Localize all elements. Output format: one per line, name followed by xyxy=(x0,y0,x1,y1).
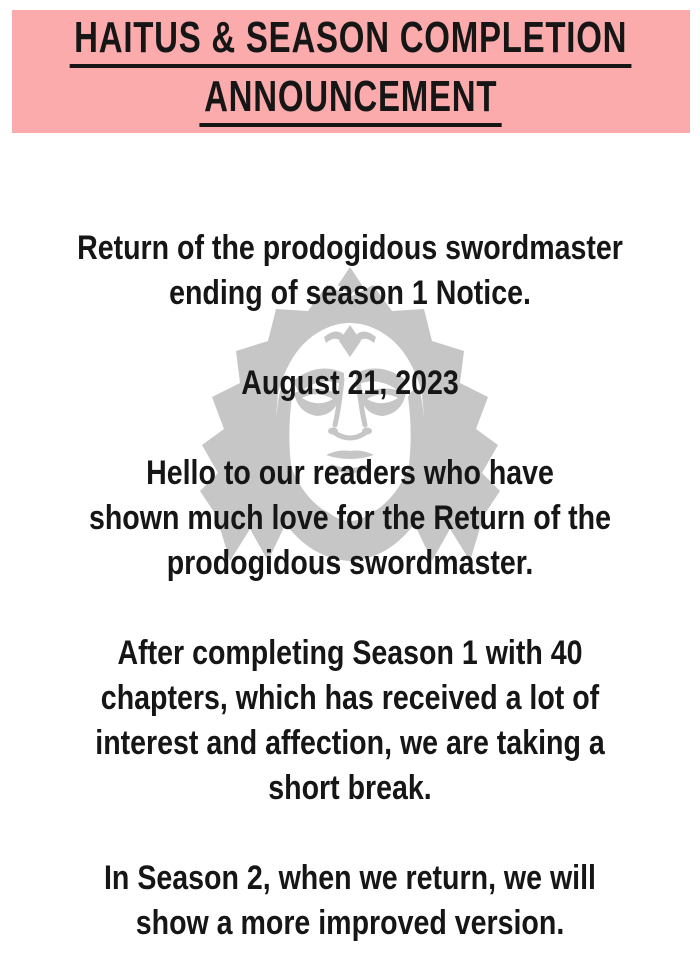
notice-paragraph-title xyxy=(56,226,644,316)
notice-line: chapters, which has received a lot of xyxy=(100,679,600,717)
notice-body xyxy=(0,133,700,946)
notice-line: After completing Season 1 with 40 xyxy=(117,634,583,672)
notice-line: In Season 2, when we return, we will xyxy=(103,859,596,897)
notice-date: August 21, 2023 xyxy=(241,364,459,402)
notice-paragraph-break xyxy=(56,631,644,811)
notice-line: interest and affection, we are taking a xyxy=(95,724,605,762)
notice-paragraph-date xyxy=(56,361,644,406)
notice-line: Return of the prodogidous swordmaster xyxy=(77,229,623,267)
banner-title-line-1: HAITUS & SEASON COMPLETION xyxy=(70,16,632,68)
banner-title xyxy=(70,13,632,127)
announcement-banner xyxy=(12,10,690,133)
notice-line: shown much love for the Return of the xyxy=(88,499,612,537)
notice-paragraph-season2 xyxy=(56,856,644,946)
banner-title-line-2: ANNOUNCEMENT xyxy=(200,75,502,127)
notice-line: Hello to our readers who have xyxy=(146,454,554,492)
notice-line: show a more improved version. xyxy=(135,904,565,942)
notice-line: prodogidous swordmaster. xyxy=(166,544,534,582)
notice-line: short break. xyxy=(268,769,432,807)
notice-paragraph-greeting xyxy=(56,451,644,586)
notice-line: ending of season 1 Notice. xyxy=(169,274,531,312)
